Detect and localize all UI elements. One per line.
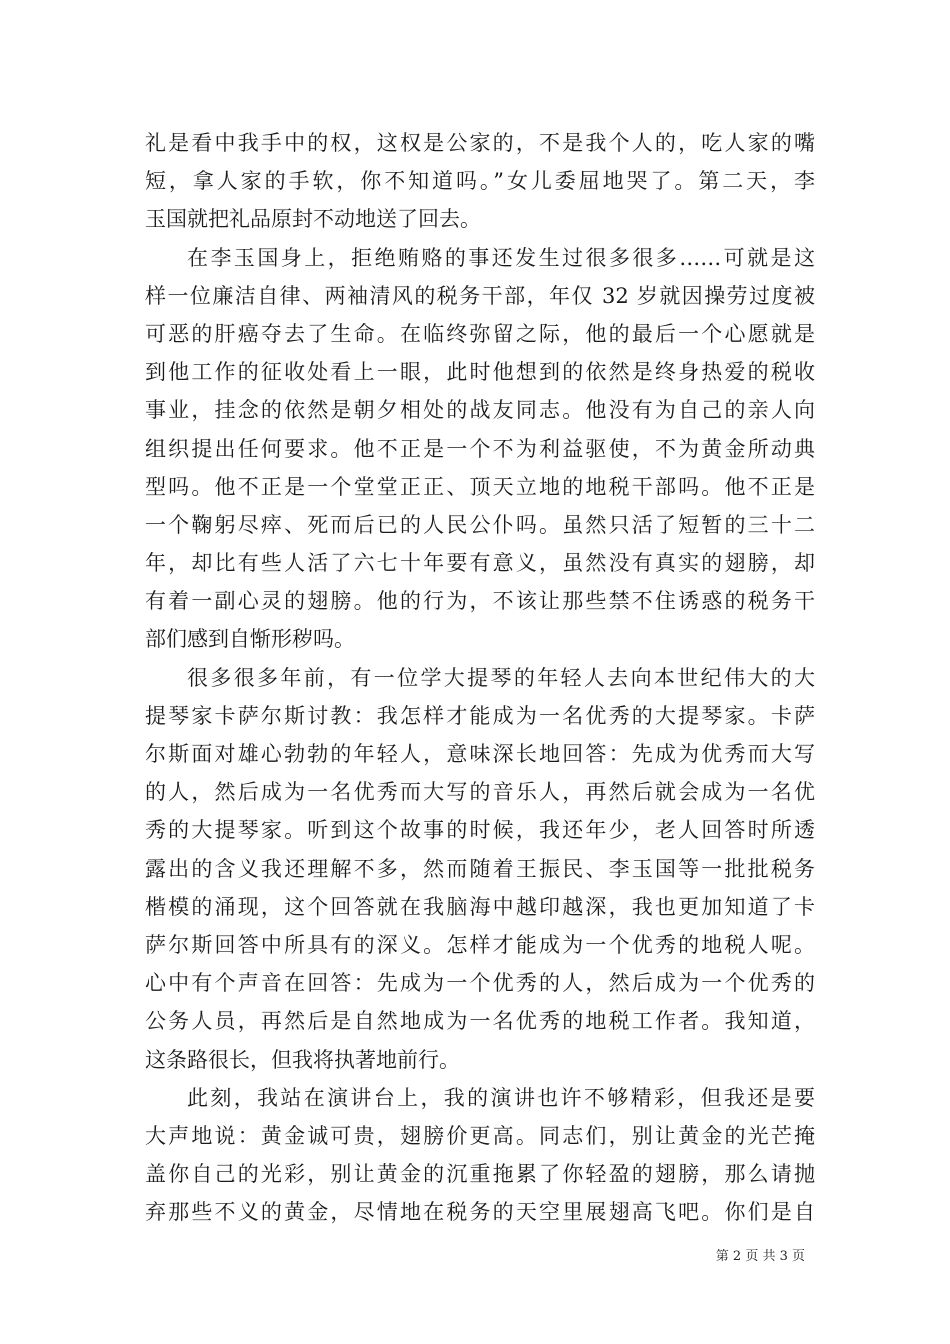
- text-line: 秀的大提琴家。听到这个故事的时候，我还年少，老人回答时所透: [145, 818, 815, 843]
- text-line: 到他工作的征收处看上一眼，此时他想到的依然是终身热爱的税收: [145, 360, 815, 385]
- text-line: 盖你自己的光彩，别让黄金的沉重拖累了你轻盈的翅膀，那么请抛: [145, 1162, 815, 1187]
- text-line: 事业，挂念的依然是朝夕相处的战友同志。他没有为自己的亲人向: [145, 398, 815, 423]
- body-text: [145, 124, 815, 1231]
- page-number: 第 2 页 共 3 页: [715, 1249, 805, 1264]
- text-line: 样一位廉洁自律、两袖清风的税务干部，年仅 32 岁就因操劳过度被: [145, 283, 815, 308]
- text-line: 此刻，我站在演讲台上，我的演讲也许不够精彩，但我还是要: [187, 1085, 815, 1110]
- text-line: 心中有个声音在回答：先成为一个优秀的人，然后成为一个优秀的: [145, 971, 815, 996]
- text-line: 尔斯面对雄心勃勃的年轻人，意味深长地回答：先成为优秀而大写: [145, 742, 815, 766]
- text-line: 一个鞠躬尽瘁、死而后已的人民公仆吗。虽然只活了短暂的三十二: [145, 512, 815, 537]
- text-line: 萨尔斯回答中所具有的深义。怎样才能成为一个优秀的地税人呢。: [145, 932, 815, 957]
- text-line: 型吗。他不正是一个堂堂正正、顶天立地的地税干部吗。他不正是: [145, 474, 815, 499]
- text-line: 楷模的涌现，这个回答就在我脑海中越印越深，我也更加知道了卡: [145, 894, 815, 919]
- text-line: 有着一副心灵的翅膀。他的行为，不该让那些禁不住诱惑的税务干: [145, 589, 815, 614]
- text-line: 这条路很长，但我将执著地前行。: [145, 1047, 460, 1072]
- text-line: 部们感到自惭形秽吗。: [145, 627, 355, 652]
- text-line: 年，却比有些人活了六七十年要有意义，虽然没有真实的翅膀，却: [145, 551, 815, 576]
- text-line: 很多很多年前，有一位学大提琴的年轻人去向本世纪伟大的大: [187, 665, 815, 690]
- text-line: 玉国就把礼品原封不动地送了回去。: [145, 207, 481, 232]
- text-line: 公务人员，再然后是自然地成为一名优秀的地税工作者。我知道，: [145, 1009, 815, 1034]
- text-line: 露出的含义我还理解不多，然而随着王振民、李玉国等一批批税务: [145, 856, 815, 881]
- text-line: 在李玉国身上，拒绝贿赂的事还发生过很多很多……可就是这: [187, 245, 815, 270]
- text-line: 大声地说：黄金诚可贵，翅膀价更高。同志们，别让黄金的光芒掩: [145, 1123, 815, 1148]
- text-line: 组织提出任何要求。他不正是一个不为利益驱使，不为黄金所动典: [145, 436, 815, 461]
- text-line: 提琴家卡萨尔斯讨教：我怎样才能成为一名优秀的大提琴家。卡萨: [145, 703, 815, 728]
- text-line: 短，拿人家的手软，你不知道吗。”女儿委屈地哭了。第二天，李: [145, 169, 815, 194]
- text-line: 弃那些不义的黄金，尽情地在税务的天空里展翅高飞吧。你们是自: [145, 1200, 815, 1225]
- text-line: 的人，然后成为一名优秀而大写的音乐人，再然后就会成为一名优: [145, 780, 815, 805]
- text-line: 可恶的肝癌夺去了生命。在临终弥留之际，他的最后一个心愿就是: [145, 321, 815, 346]
- text-line: 礼是看中我手中的权，这权是公家的，不是我个人的，吃人家的嘴: [145, 131, 815, 155]
